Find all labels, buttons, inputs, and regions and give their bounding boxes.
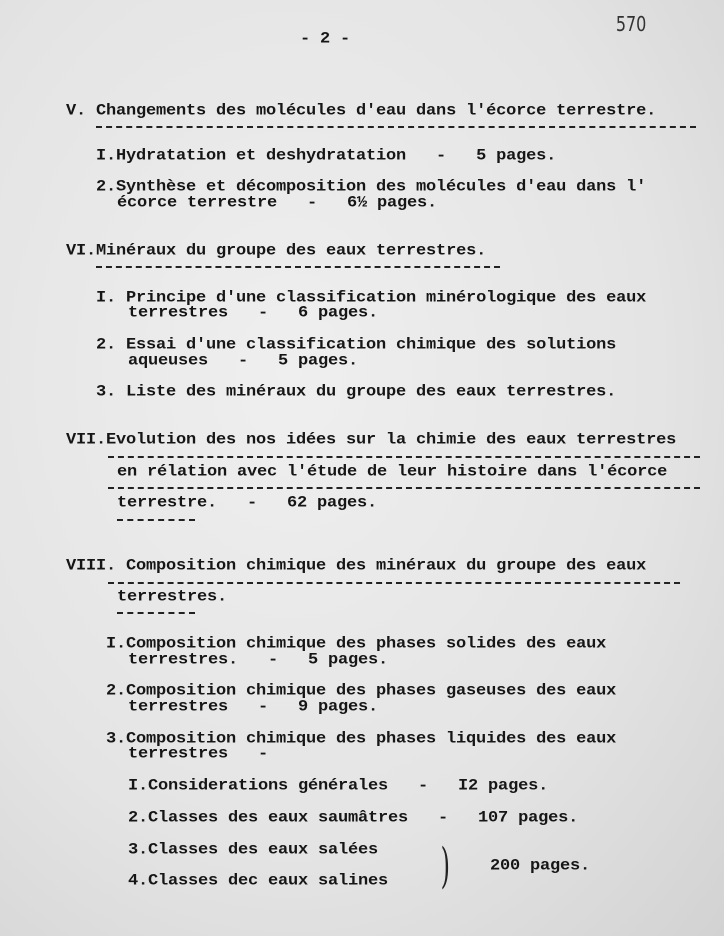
section-heading-continued: terrestres. [117,589,228,607]
dashed-underline [108,487,700,489]
list-item: 2.Synthèse et décomposition des molécules d'eau dans l' [96,179,647,197]
list-item: I. Principe d'une classification minérologique des eaux [96,290,647,308]
sub-item: I.Considerations générales - I2 pages. [128,778,549,796]
dashed-underline [117,612,195,614]
dashed-underline [108,456,700,458]
list-item-continued: terrestres. - 5 pages. [128,652,389,670]
section-heading: VI.Minéraux du groupe des eaux terrestres. [66,243,487,261]
section-heading-continued: en rélation avec l'étude de leur histoire dans l'écorce [117,464,668,482]
page-number: - 2 - [300,31,351,49]
list-item-continued: terrestres - [128,746,269,764]
dashed-underline [96,266,500,268]
sub-item: 2.Classes des eaux saumâtres - 107 pages. [128,810,579,828]
list-item-continued: aqueuses - 5 pages. [128,353,359,371]
list-item: 3.Composition chimique des phases liquides des eaux [106,731,617,749]
sub-item: 3.Classes des eaux salées [128,842,379,860]
list-item-continued: terrestres - 6 pages. [128,305,379,323]
list-item: 3. Liste des minéraux du groupe des eaux terrestres. [96,384,617,402]
list-item: I.Hydratation et deshydratation - 5 pages. [96,148,557,166]
list-item-continued: terrestres - 9 pages. [128,699,379,717]
brace-label: 200 pages. [490,858,591,876]
list-item-continued: écorce terrestre - 6½ pages. [117,195,438,213]
section-heading: VII.Evolution des nos idées sur la chimie des eaux terrestres [66,432,677,450]
list-item: 2. Essai d'une classification chimique des solutions [96,337,617,355]
list-item: 2.Composition chimique des phases gaseuses des eaux [106,683,617,701]
sub-item: 4.Classes dec eaux salines [128,873,389,891]
list-item: I.Composition chimique des phases solides des eaux [106,636,607,654]
handwritten-folio: 570 [615,12,647,36]
dashed-underline [96,126,696,128]
brace-bracket: ) [440,838,451,894]
section-heading: VIII. Composition chimique des minéraux du groupe des eaux [66,558,647,576]
section-heading-continued: terrestre. - 62 pages. [117,495,378,513]
dashed-underline [117,519,195,521]
dashed-underline [108,582,680,584]
section-heading: V. Changements des molécules d'eau dans l'écorce terrestre. [66,103,657,121]
